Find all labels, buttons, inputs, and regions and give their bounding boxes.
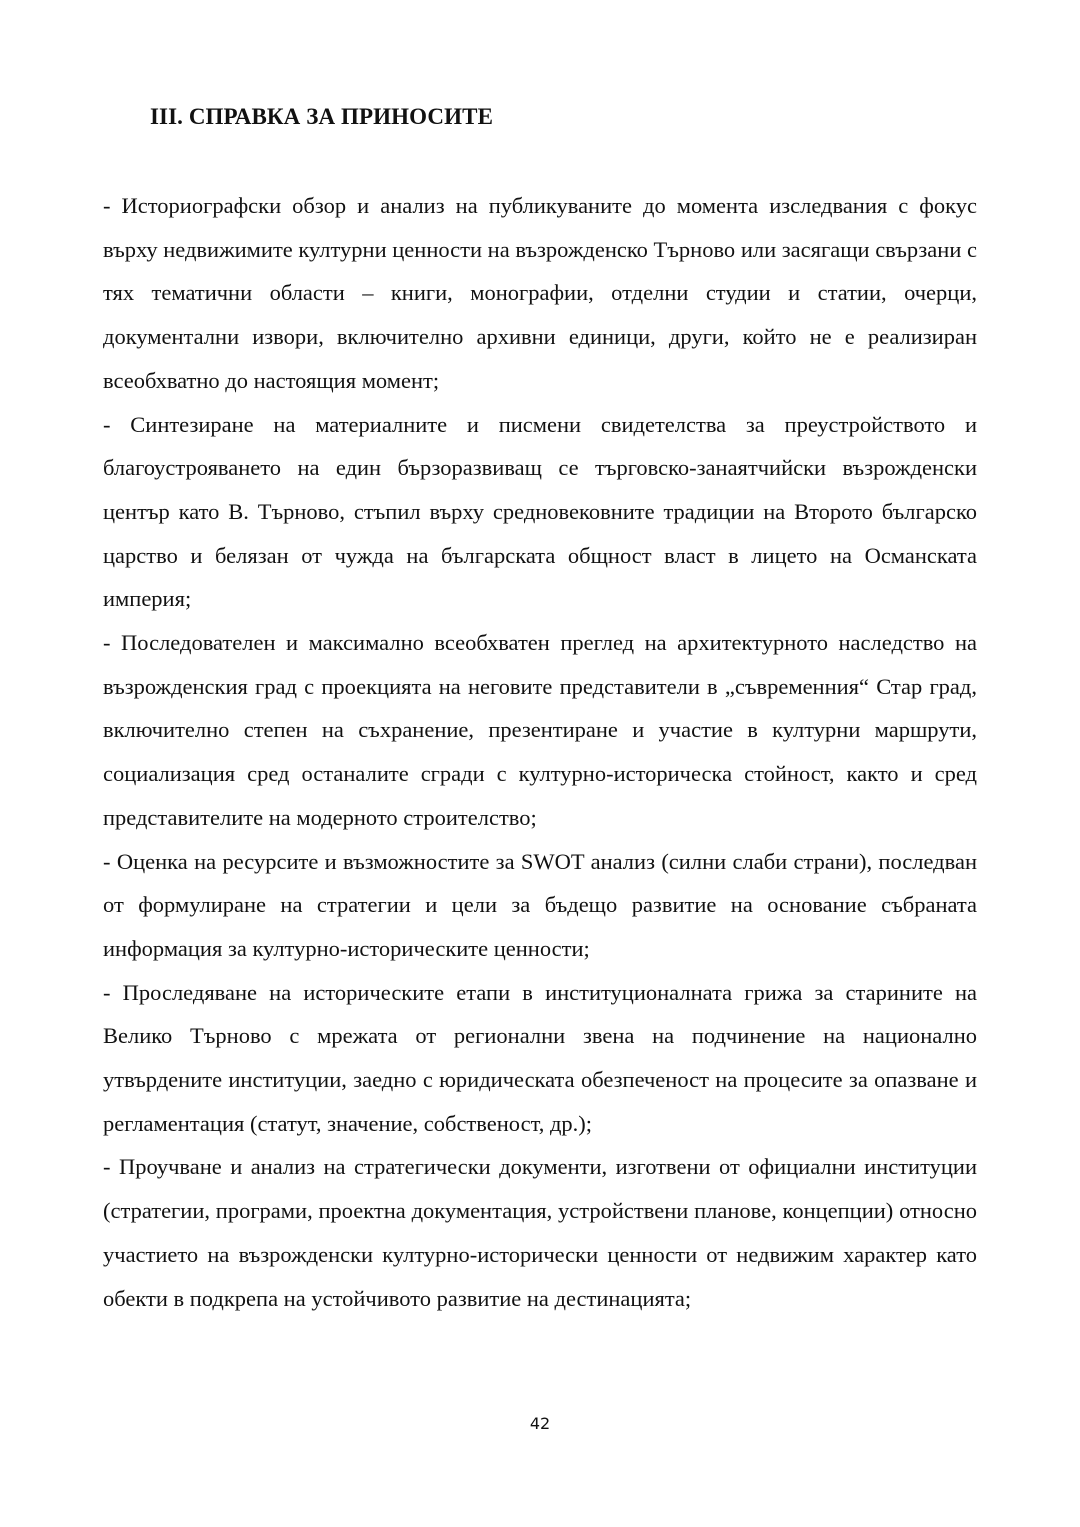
contribution-item: - Оценка на ресурсите и възможностите за SWOT анализ (силни слаби страни), последван от формулиране на стратегии и цели за бъдещо развитие на основание събраната информация за културно-историческите ценности; bbox=[103, 848, 977, 961]
contribution-item: - Последователен и максимално всеобхватен преглед на архитектурното наследство на възрожденския град с проекцията на неговите представители в „съвременния“ Стар град, включително степен на съхранение, презентиране и участие в културни маршрути, социализация сред останалите сгради с културно-историческа стойност, както и сред представителите на модерното строителство; bbox=[103, 630, 977, 830]
contribution-item: - Проследяване на историческите етапи в институционалната грижа за старините на Велико Търново с мрежата от регионални звена на подчинение на национално утвърдените институции, заедно с юридическата обезпеченост на процесите за опазване и регламентация (статут, значение, собственост, др.); bbox=[103, 979, 977, 1136]
contribution-item: - Историографски обзор и анализ на публикуваните до момента изследвания с фокус върху недвижимите културни ценности на възрожденско Търново или засягащи свързани с тях тематични области – книги, монографии, отделни студии и статии, очерци, документални извори, включително архивни единици, други, който не е реализиран всеобхватно до настоящия момент; bbox=[103, 193, 977, 393]
contribution-item: - Проучване и анализ на стратегически документи, изготвени от официални институции (стратегии, програми, проектна документация, устройствени планове, концепции) относно участието на възрожденски културно-исторически ценности от недвижим характер като обекти в подкрепа на устойчивото развитие на дестинацията; bbox=[103, 1154, 977, 1311]
contributions-list bbox=[103, 184, 977, 1320]
contribution-item: - Синтезиране на материалните и писмени свидетелства за преустройството и благоустрояването на един бързоразвиващ се търговско-занаятчийски възрожденски център като В. Търново, стъпил върху средновековните традиции на Второто българско царство и белязан от чужда на българската общност власт в лицето на Османската империя; bbox=[103, 411, 977, 612]
section-heading: III. СПРАВКА ЗА ПРИНОСИТЕ bbox=[150, 104, 494, 129]
page-number: 42 bbox=[529, 1414, 551, 1433]
